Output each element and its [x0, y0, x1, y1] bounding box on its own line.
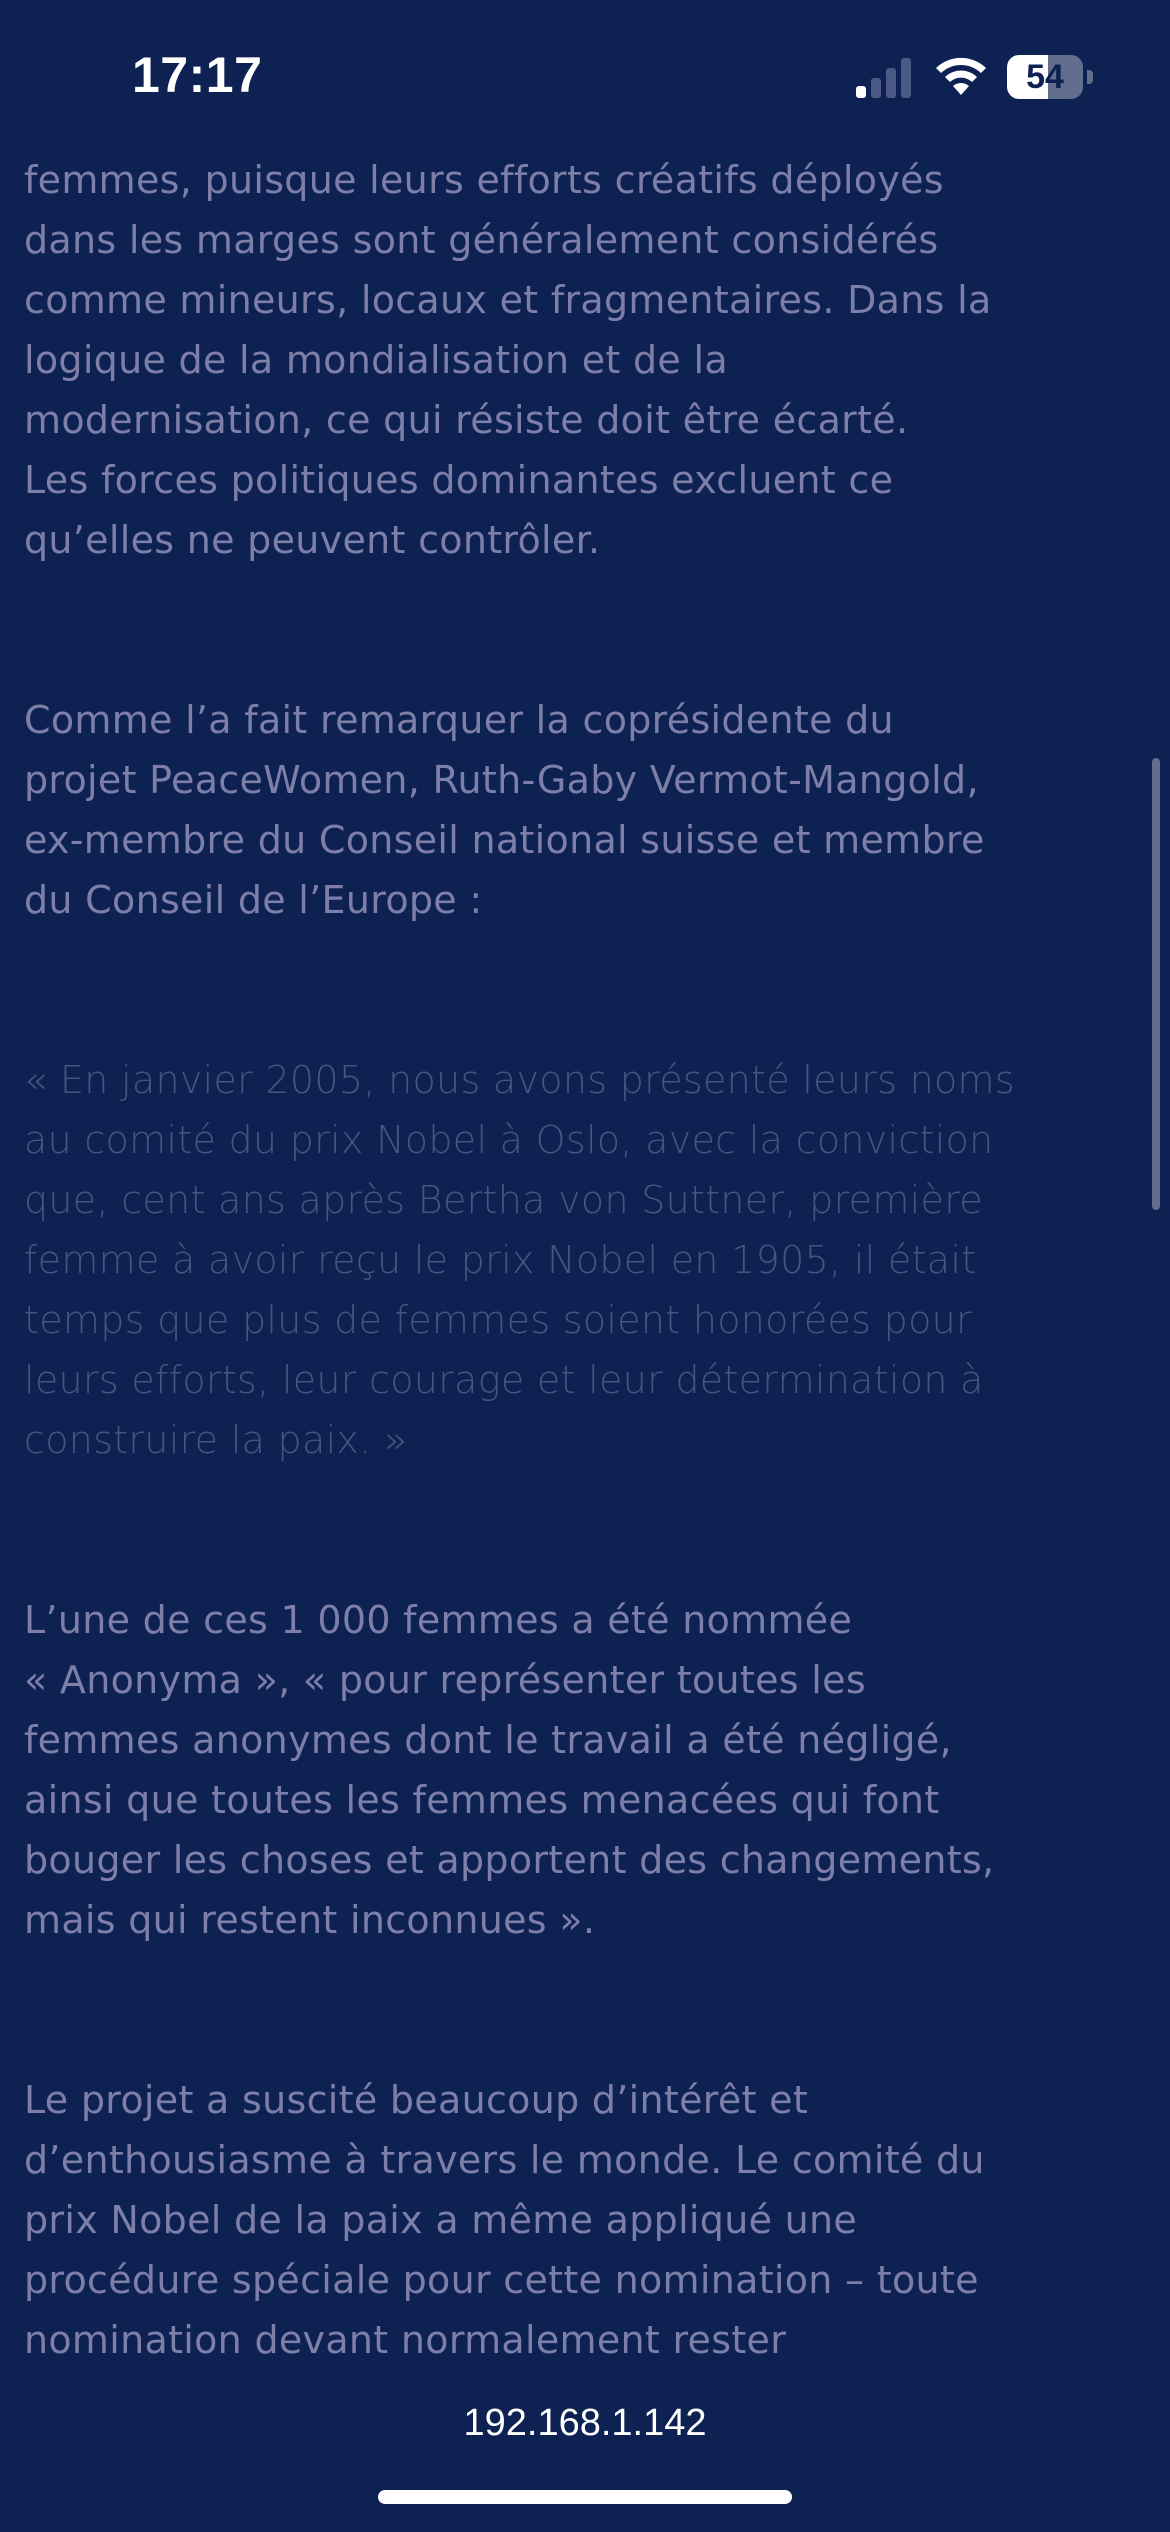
status-time: 17:17 [132, 47, 263, 103]
scrollbar-thumb[interactable] [1152, 758, 1160, 1210]
address-bar-url[interactable]: 192.168.1.142 [463, 2402, 707, 2444]
battery-level: 54 [1026, 58, 1064, 96]
status-bar [0, 0, 1170, 150]
article-paragraph-1: femmes, puisque leurs efforts créatifs déployés dans les marges sont généralement considérés comme mineurs, locaux et fragmentaires. Dans la logique de la mondialisation et de la modernisation, ce qui résiste doit être écarté. Les forces politiques dominantes excluent ce qu’elles ne peuvent contrôler. [24, 158, 992, 562]
battery-icon [1007, 55, 1095, 99]
signal-bar-2 [871, 78, 881, 98]
battery-cap [1087, 70, 1093, 84]
home-indicator[interactable] [378, 2490, 792, 2504]
article-paragraph-2: Comme l’a fait remarquer la coprésidente du projet PeaceWomen, Ruth-Gaby Vermot-Mangold, ex-membre du Conseil national suisse et membre du Conseil de l’Europe : [24, 698, 985, 922]
article-paragraph-4: Le projet a suscité beaucoup d’intérêt et d’enthousiasme à travers le monde. Le comité du prix Nobel de la paix a même appliqué une procédure spéciale pour cette nomination – toute nomination devant normalement rester [24, 2078, 985, 2362]
signal-icon [854, 58, 914, 98]
signal-bar-3 [886, 68, 896, 98]
browser-bottom-bar [0, 2362, 1170, 2532]
wifi-icon [933, 55, 989, 97]
article-blockquote: « En janvier 2005, nous avons présenté leurs noms au comité du prix Nobel à Oslo, avec la conviction que, cent ans après Bertha von Suttner, première femme à avoir reçu le prix Nobel en 1905, il était temps que plus de femmes soient honorées pour leurs efforts, leur courage et leur détermination à construire la paix. » [24, 1058, 1015, 1462]
signal-bar-1 [856, 86, 866, 98]
signal-bar-4 [901, 58, 911, 98]
article-paragraph-3: L’une de ces 1 000 femmes a été nommée « Anonyma », « pour représenter toutes les femmes anonymes dont le travail a été négligé, ainsi que toutes les femmes menacées qui font bouger les choses et apportent des changements, mais qui restent inconnues ». [24, 1598, 995, 1942]
article-content [24, 150, 1144, 2370]
battery-body [1007, 55, 1083, 99]
